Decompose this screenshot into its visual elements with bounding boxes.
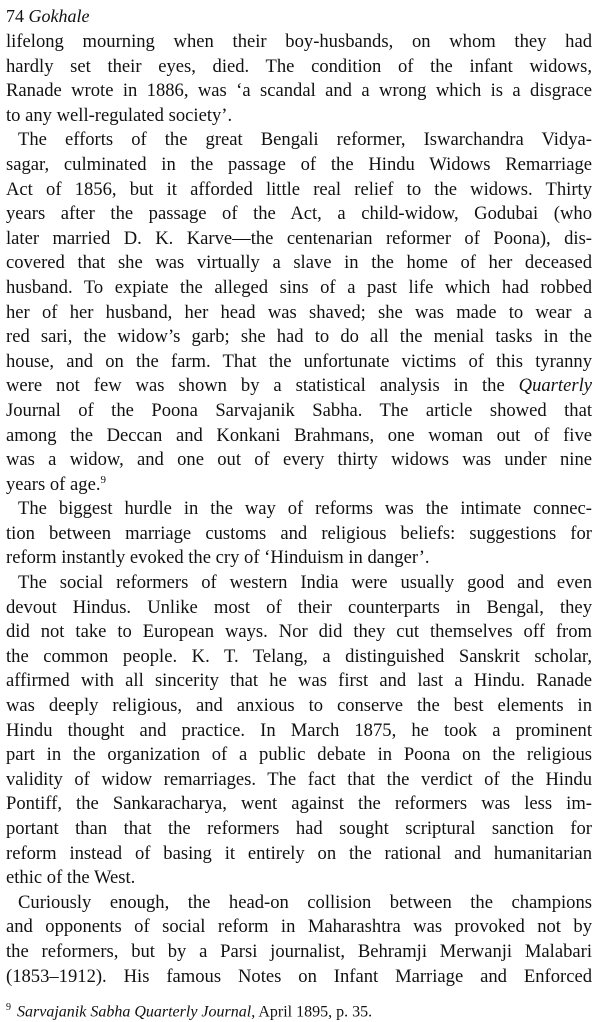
text-line: house, and on the farm. That the unfortunate victims of this tyranny bbox=[6, 350, 592, 372]
text-line: the common people. K. T. Telang, a distinguished Sanskrit scholar, bbox=[6, 645, 592, 667]
text-line: husband. To expiate the alleged sins of a past life which had robbed bbox=[6, 276, 592, 298]
text-line: Curiously enough, the head-on collision between the champions bbox=[18, 891, 592, 913]
paragraph-1 bbox=[6, 30, 592, 128]
text-line: did not take to European ways. Nor did they cut themselves off from bbox=[6, 621, 592, 643]
paragraph-5 bbox=[6, 891, 592, 989]
text-line: affirmed with all sincerity that he was first and last a Hindu. Ranade bbox=[6, 670, 592, 692]
text-line: part in the organization of a public debate in Poona on the religious bbox=[6, 744, 592, 766]
paragraph-3 bbox=[6, 497, 592, 571]
text-line: hardly set their eyes, died. The condition of the infant widows, bbox=[6, 55, 592, 77]
text-line: the reformers, but by a Parsi journalist, Behramji Merwanji Malabari bbox=[6, 940, 592, 962]
text-line: devout Hindus. Unlike most of their counterparts in Bengal, they bbox=[6, 596, 592, 618]
text-line: were not few was shown by a statistical analysis in the Quarterly bbox=[6, 375, 592, 397]
text-line: Journal of the Poona Sarvajanik Sabha. The article showed that bbox=[6, 399, 592, 421]
text-line: later married D. K. Karve—the centenarian reformer of Poona), dis- bbox=[6, 227, 592, 249]
running-title: Gokhale bbox=[28, 6, 90, 26]
text-line: Ranade wrote in 1886, was ‘a scandal and a wrong which is a disgrace bbox=[6, 80, 592, 102]
footnote-citation: , April 1895, p. 35. bbox=[251, 1003, 373, 1021]
text-line: covered that she was virtually a slave in the home of her deceased bbox=[6, 252, 592, 274]
text-line: lifelong mourning when their boy-husbands, on whom they had bbox=[6, 31, 592, 52]
text-line: The biggest hurdle in the way of reforms was the intimate connec- bbox=[18, 498, 592, 520]
text-line: The social reformers of western India were usually good and even bbox=[18, 572, 592, 594]
text-line: was deeply religious, and anxious to conserve the best elements in bbox=[6, 695, 592, 717]
text-line: validity of widow remarriages. The fact that the verdict of the Hindu bbox=[6, 768, 592, 790]
paragraph-2 bbox=[6, 128, 592, 497]
text-line: The efforts of the great Bengali reformer, Iswarchandra Vidya- bbox=[18, 129, 592, 151]
footnote-mark: 9 bbox=[6, 1002, 11, 1013]
text-line: years after the passage of the Act, a child-widow, Godubai (who bbox=[6, 203, 592, 225]
text-line: among the Deccan and Konkani Brahmans, one woman out of five bbox=[6, 424, 592, 446]
text-line: Pontiff, the Sankaracharya, went against the reformers was less im- bbox=[6, 793, 592, 815]
text-line: was a widow, and one out of every thirty widows was under nine bbox=[6, 449, 592, 471]
text-segment: years of age. bbox=[6, 473, 101, 495]
text-line: to any well-regulated society’. bbox=[6, 104, 233, 126]
text-line: her of her husband, her head was shaved; she was made to wear a bbox=[6, 301, 592, 323]
paragraph-4 bbox=[6, 571, 592, 891]
footnote-reference: 9 bbox=[100, 473, 106, 486]
footnote bbox=[6, 998, 592, 1022]
running-head bbox=[6, 4, 592, 28]
footnote-source: Sarvajanik Sabha Quarterly Journal bbox=[17, 1003, 252, 1021]
text-line: reform instead of basing it entirely on the rational and humanitarian bbox=[6, 842, 592, 864]
text-line: Hindu thought and practice. In March 1875, he took a prominent bbox=[6, 719, 592, 741]
text-line: sagar, culminated in the passage of the Hindu Widows Remarriage bbox=[6, 153, 592, 175]
text-line: portant than that the reformers had sought scriptural sanction for bbox=[6, 818, 592, 839]
text-line: reform instantly evoked the cry of ‘Hinduism in danger’. bbox=[6, 547, 430, 569]
text-line: red sari, the widow’s garb; she had to do all the menial tasks in the bbox=[6, 326, 592, 348]
text-line: Act of 1856, but it afforded little real relief to the widows. Thirty bbox=[6, 178, 592, 200]
text-line-with-footnote bbox=[6, 473, 592, 498]
page-number: 74 bbox=[6, 6, 24, 26]
text-line: and opponents of social reform in Maharashtra was provoked not by bbox=[6, 916, 592, 938]
text-line: (1853–1912). His famous Notes on Infant Marriage and Enforced bbox=[6, 965, 592, 987]
text-line: ethic of the West. bbox=[6, 867, 136, 889]
text-line: tion between marriage customs and religious beliefs: suggestions for bbox=[6, 522, 592, 544]
